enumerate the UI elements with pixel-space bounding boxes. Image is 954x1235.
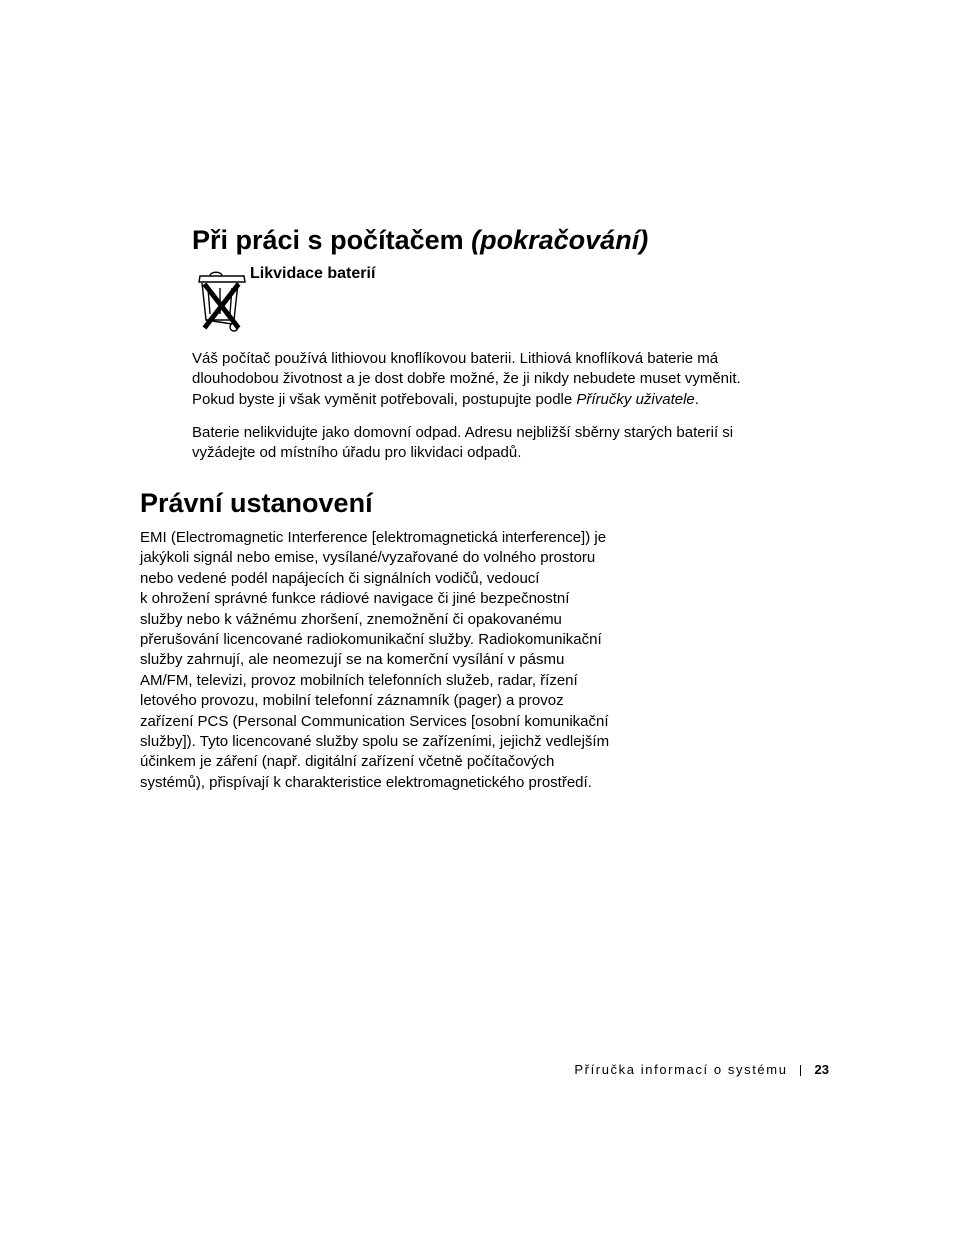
text-line: přerušování licencované radiokomunikační služby. Radiokomunikační (140, 631, 602, 649)
page-footer (574, 1061, 829, 1079)
text-line: letového provozu, mobilní telefonní záznamník (pager) a provoz (140, 692, 564, 710)
text-line-end: . (694, 390, 699, 408)
text-line: služby zahrnují, ale neomezují se na komerční vysílání v pásmu (140, 651, 565, 669)
text-line: služby]). Tyto licencované služby spolu se zařízeními, jejichž vedlejším (140, 733, 610, 751)
text-line: k ohrožení správné funkce rádiové navigace či jiné bezpečnostní (140, 590, 570, 608)
text-line: EMI (Electromagnetic Interference [elektromagnetická interference]) je (140, 529, 607, 546)
text-line: AM/FM, televizi, provoz mobilních telefonních služeb, radar, řízení (140, 671, 578, 689)
footer-separator (800, 1065, 801, 1076)
paragraph-battery-info (192, 349, 741, 410)
footer-document-title: Příručka informací o systému (574, 1062, 788, 1077)
text-line: Pokud byste ji však vyměnit potřebovali, postupujte podle (192, 390, 577, 408)
page-number: 23 (814, 1062, 829, 1077)
text-line: Váš počítač používá lithiovou knoflíkovou baterii. Lithiová knoflíková baterie má (192, 350, 719, 367)
subsection-title-battery-disposal: Likvidace baterií (250, 265, 376, 282)
section-title-text: Při práci s počítačem (192, 225, 464, 255)
user-guide-reference: Příručky uživatele (576, 390, 695, 408)
text-line: účinkem je záření (např. digitální zařízení včetně počítačových (140, 753, 555, 771)
crossed-out-wheelie-bin-icon (196, 268, 248, 334)
text-line: zařízení PCS (Personal Communication Services [osobní komunikační (140, 712, 609, 730)
paragraph-battery-disposal (192, 423, 733, 464)
section-title-continued: (pokračování) (471, 225, 649, 255)
text-line: dlouhodobou životnost a je dost dobře možné, že ji nikdy nebudete muset vyměnit. (192, 370, 741, 388)
text-line: Baterie nelikvidujte jako domovní odpad. Adresu nejbližší sběrny starých baterií si (192, 424, 734, 441)
section-title-working-with-computer (192, 222, 648, 258)
text-line: vyžádejte od místního úřadu pro likvidaci odpadů. (192, 444, 522, 462)
paragraph-emi-definition (140, 528, 609, 793)
section-title-legal-provisions: Právní ustanovení (140, 488, 373, 518)
text-line: jakýkoli signál nebo emise, vysílané/vyzařované do volného prostoru (140, 549, 596, 567)
text-line: systémů), přispívají k charakteristice elektromagnetického prostředí. (140, 773, 592, 791)
text-line: služby nebo k vážnému zhoršení, znemožnění či opakovanému (140, 610, 562, 628)
text-line: nebo vedené podél napájecích či signálních vodičů, vedoucí (140, 569, 540, 587)
